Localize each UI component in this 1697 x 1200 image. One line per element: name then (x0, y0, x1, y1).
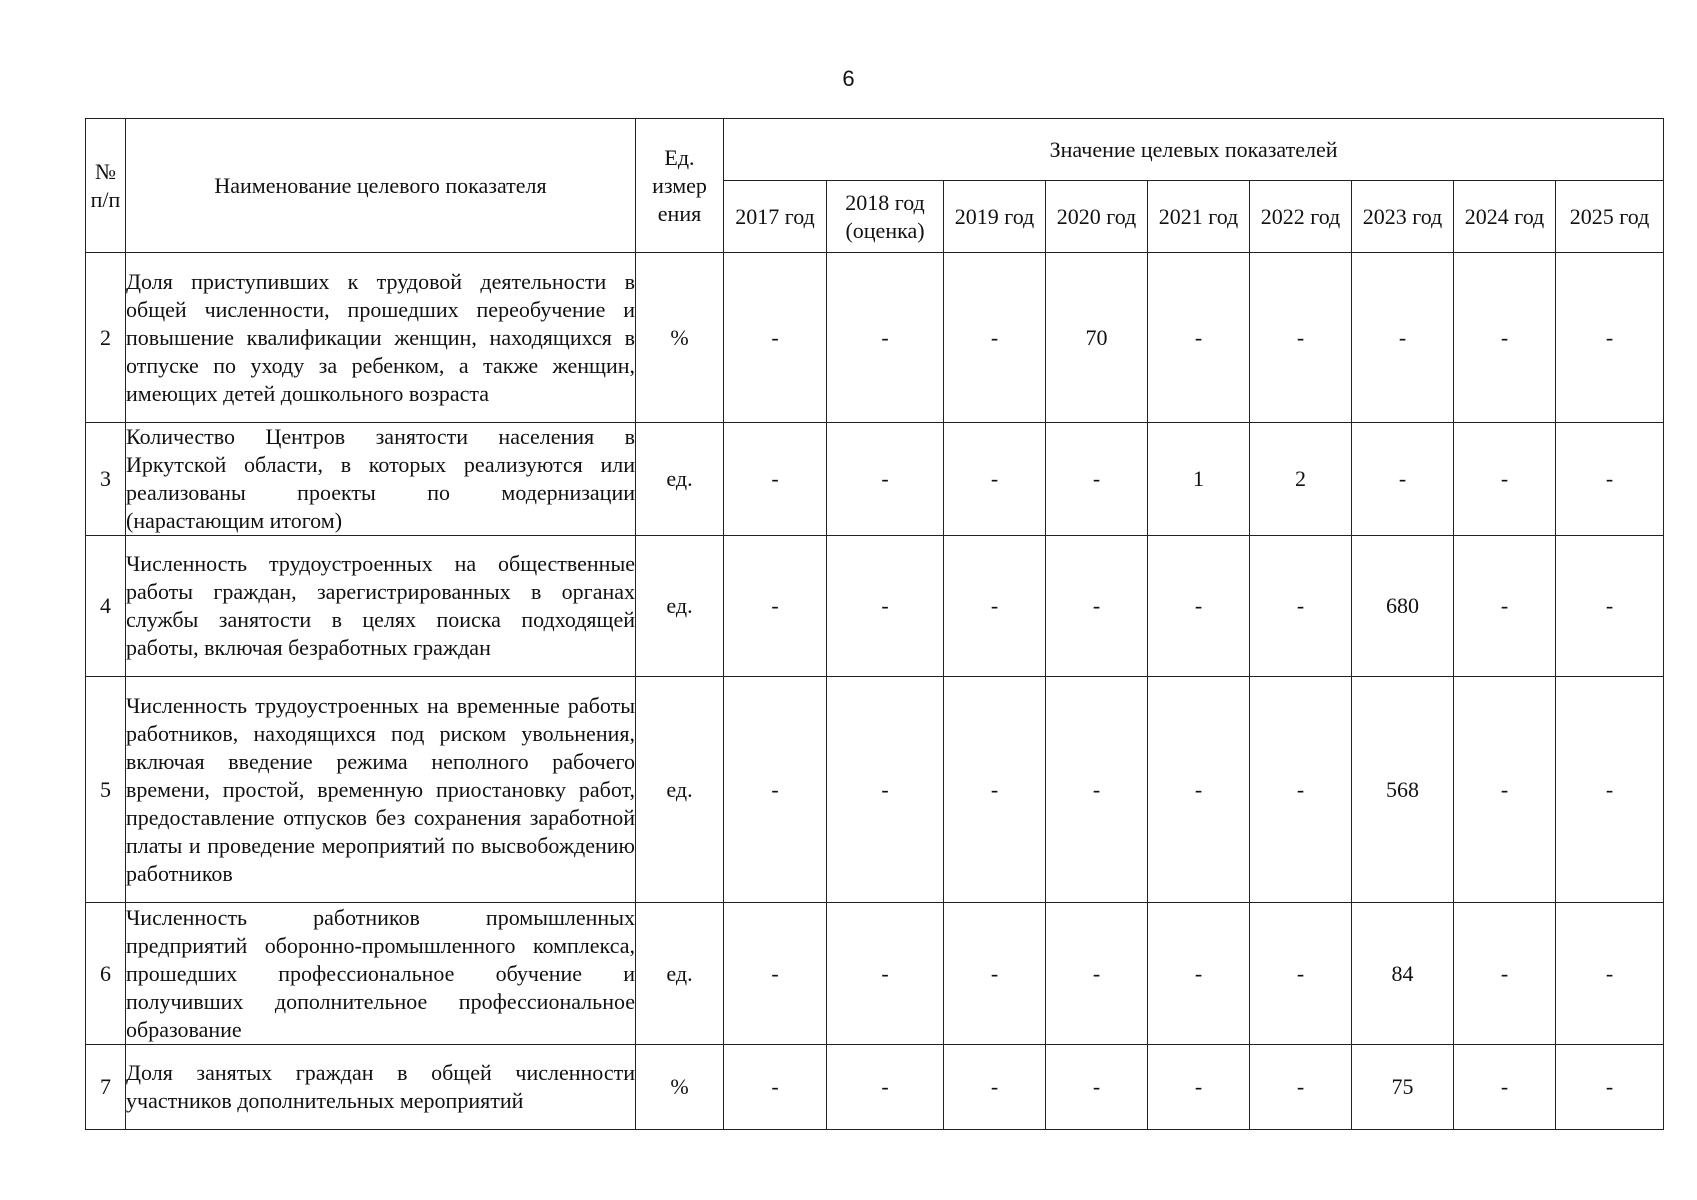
indicator-name: Численность работников промышленных предприятий оборонно-промышленного комплекса, прошедших профессиональное обучение и получивших дополнительное профессиональное образование (126, 903, 636, 1045)
header-indicator-name: Наименование целевого показателя (126, 119, 636, 253)
header-year: 2019 год (944, 181, 1046, 253)
table-row (86, 677, 1664, 903)
value-cell: - (1556, 903, 1664, 1045)
header-year: 2022 год (1250, 181, 1352, 253)
header-year: 2023 год (1352, 181, 1454, 253)
value-cell: - (1046, 903, 1148, 1045)
value-cell: 2 (1250, 423, 1352, 536)
table-row (86, 423, 1664, 536)
row-number: 6 (86, 903, 126, 1045)
unit-cell: ед. (636, 423, 724, 536)
value-cell: - (1454, 677, 1556, 903)
header-year: 2017 год (724, 181, 827, 253)
value-cell: - (1046, 536, 1148, 677)
value-cell: - (1250, 536, 1352, 677)
value-cell: 84 (1352, 903, 1454, 1045)
value-cell: - (1352, 253, 1454, 423)
unit-cell: ед. (636, 536, 724, 677)
value-cell: - (827, 536, 944, 677)
value-cell: - (724, 536, 827, 677)
indicator-name: Численность трудоустроенных на временные работы работников, находящихся под риском увольнения, включая введение режима неполного рабочего времени, простой, временную приостановку работ, предоставление отпусков без сохранения заработной платы и проведение мероприятий по высвобождению работников (126, 677, 636, 903)
header-number: № п/п (86, 119, 126, 253)
value-cell: - (724, 903, 827, 1045)
table-row (86, 536, 1664, 677)
value-cell: - (724, 1045, 827, 1130)
unit-cell: % (636, 1045, 724, 1130)
value-cell: - (827, 253, 944, 423)
value-cell: - (1148, 1045, 1250, 1130)
value-cell: - (944, 1045, 1046, 1130)
value-cell: 1 (1148, 423, 1250, 536)
value-cell: - (827, 423, 944, 536)
table-row (86, 903, 1664, 1045)
value-cell: - (1250, 253, 1352, 423)
page-number: 6 (842, 66, 855, 91)
row-number: 2 (86, 253, 126, 423)
value-cell: - (724, 423, 827, 536)
value-cell: - (1046, 423, 1148, 536)
value-cell: - (1148, 253, 1250, 423)
unit-cell: ед. (636, 903, 724, 1045)
value-cell: 568 (1352, 677, 1454, 903)
value-cell: - (1250, 903, 1352, 1045)
value-cell: - (944, 536, 1046, 677)
value-cell: - (724, 253, 827, 423)
indicator-name: Численность трудоустроенных на общественные работы граждан, зарегистрированных в органах службы занятости в целях поиска подходящей работы, включая безработных граждан (126, 536, 636, 677)
value-cell: - (1556, 677, 1664, 903)
header-year: 2021 год (1148, 181, 1250, 253)
header-target-values: Значение целевых показателей (724, 119, 1664, 181)
value-cell: - (1454, 423, 1556, 536)
header-year: 2020 год (1046, 181, 1148, 253)
value-cell: - (1046, 677, 1148, 903)
value-cell: - (1046, 1045, 1148, 1130)
row-number: 7 (86, 1045, 126, 1130)
value-cell: - (944, 253, 1046, 423)
table-row (86, 1045, 1664, 1130)
value-cell: - (944, 677, 1046, 903)
value-cell: - (1148, 536, 1250, 677)
row-number: 3 (86, 423, 126, 536)
value-cell: 70 (1046, 253, 1148, 423)
row-number: 4 (86, 536, 126, 677)
unit-cell: % (636, 253, 724, 423)
target-indicators-table (85, 118, 1664, 1130)
value-cell: - (1148, 903, 1250, 1045)
value-cell: - (1454, 903, 1556, 1045)
value-cell: - (1454, 1045, 1556, 1130)
header-year: 2025 год (1556, 181, 1664, 253)
indicator-name: Количество Центров занятости населения в Иркутской области, в которых реализуются или реализованы проекты по модернизации (нарастающим итогом) (126, 423, 636, 536)
value-cell: - (1556, 536, 1664, 677)
value-cell: - (1454, 253, 1556, 423)
value-cell: - (1250, 677, 1352, 903)
value-cell: - (827, 903, 944, 1045)
value-cell: - (1556, 253, 1664, 423)
value-cell: - (827, 1045, 944, 1130)
value-cell: - (1556, 1045, 1664, 1130)
indicator-name: Доля занятых граждан в общей численности участников дополнительных мероприятий (126, 1045, 636, 1130)
header-year: 2018 год (оценка) (827, 181, 944, 253)
header-year: 2024 год (1454, 181, 1556, 253)
header-unit: Ед. измер ения (636, 119, 724, 253)
row-number: 5 (86, 677, 126, 903)
value-cell: - (1454, 536, 1556, 677)
value-cell: 75 (1352, 1045, 1454, 1130)
value-cell: - (1250, 1045, 1352, 1130)
value-cell: - (724, 677, 827, 903)
value-cell: 680 (1352, 536, 1454, 677)
unit-cell: ед. (636, 677, 724, 903)
indicator-name: Доля приступивших к трудовой деятельности в общей численности, прошедших переобучение и повышение квалификации женщин, находящихся в отпуске по уходу за ребенком, а также женщин, имеющих детей дошкольного возраста (126, 253, 636, 423)
value-cell: - (1556, 423, 1664, 536)
value-cell: - (1352, 423, 1454, 536)
value-cell: - (944, 903, 1046, 1045)
value-cell: - (944, 423, 1046, 536)
table-row (86, 253, 1664, 423)
value-cell: - (1148, 677, 1250, 903)
value-cell: - (827, 677, 944, 903)
